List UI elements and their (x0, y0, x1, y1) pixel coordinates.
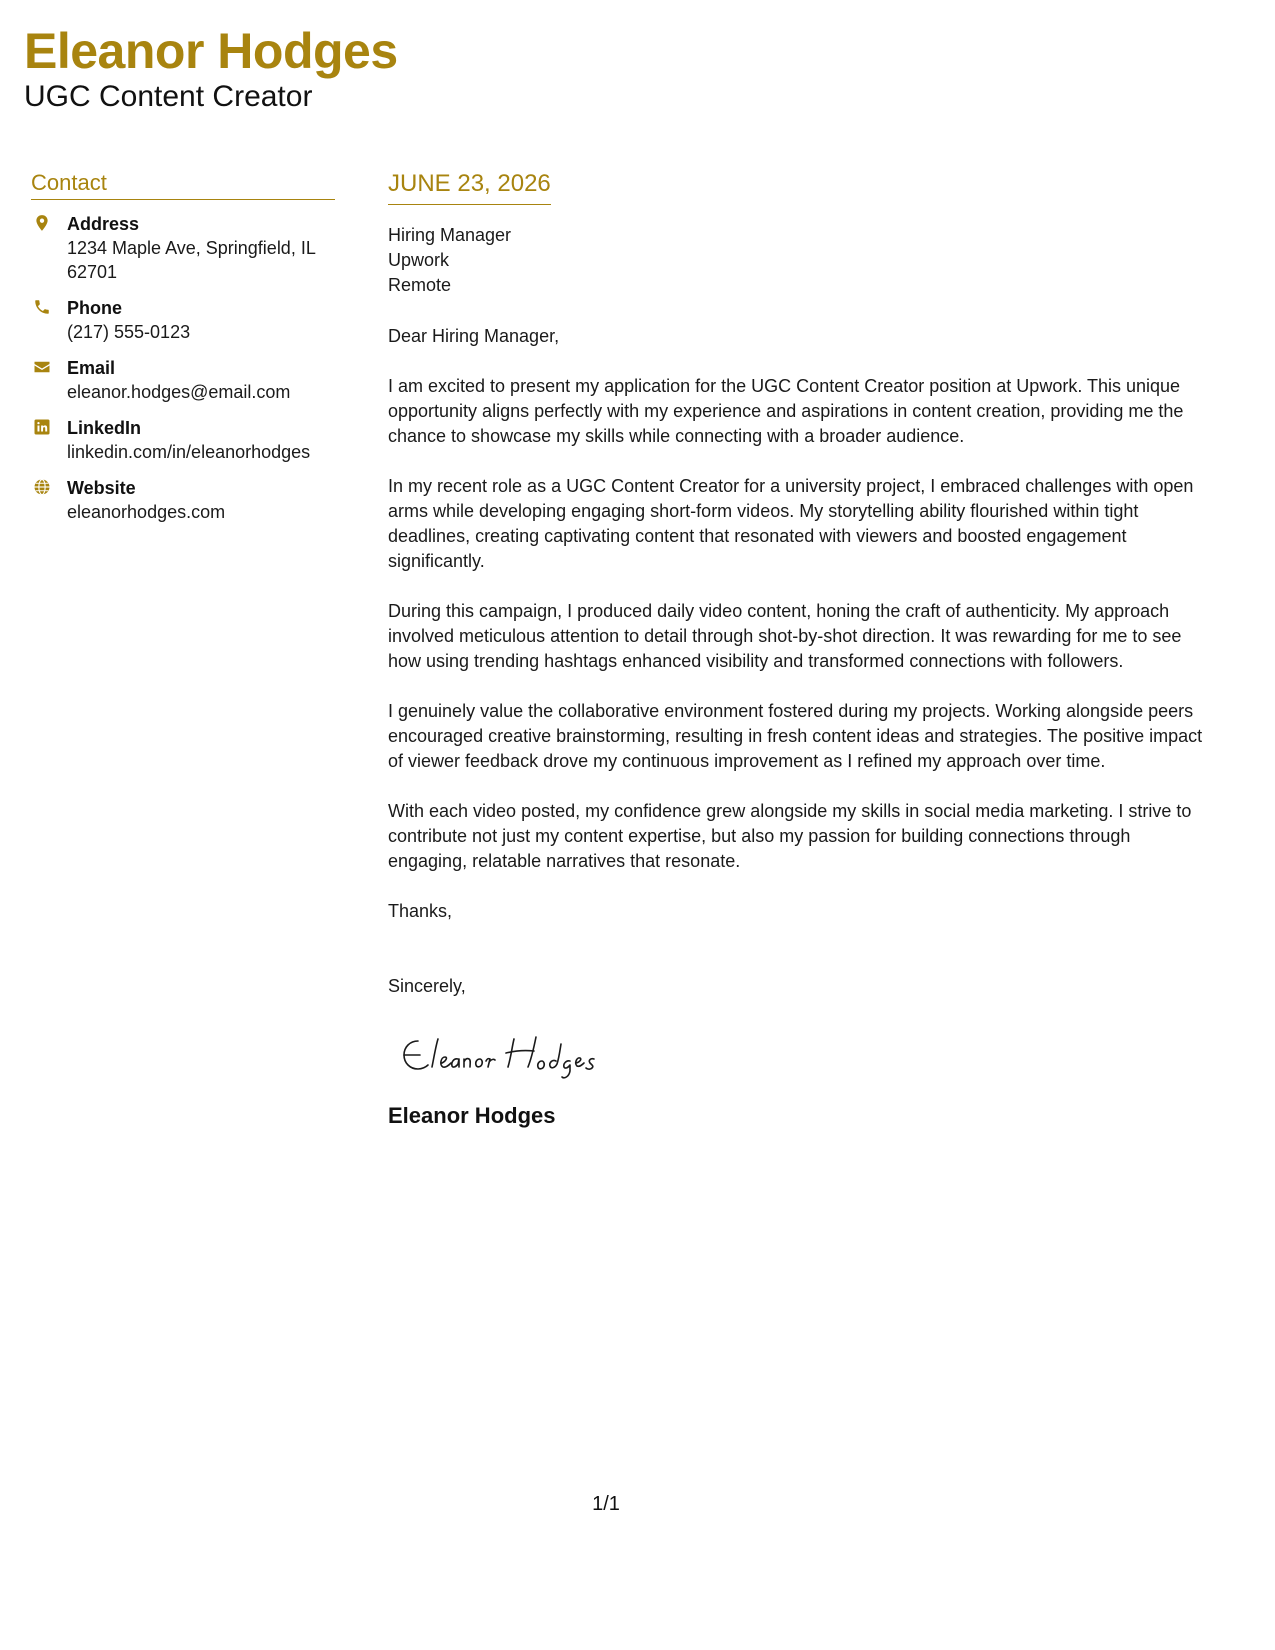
contact-value: eleanor.hodges@email.com (67, 382, 291, 402)
letter-date: JUNE 23, 2026 (388, 170, 551, 197)
signer-name: Eleanor Hodges (388, 1103, 556, 1128)
page-number: 1/1 (592, 1493, 620, 1515)
contact-label: Phone (67, 298, 123, 318)
contact-label: Email (67, 358, 116, 378)
phone-icon (33, 298, 51, 316)
envelope-icon (33, 358, 51, 376)
salutation: Dear Hiring Manager, (388, 326, 560, 346)
contact-value: linkedin.com/in/eleanorhodges (67, 442, 311, 462)
contact-value: 1234 Maple Ave, Springfield, IL 62701 (67, 238, 316, 282)
job-title: UGC Content Creator (24, 80, 313, 113)
date-block (388, 170, 551, 205)
body-paragraph: With each video posted, my confidence grew alongside my skills in social media marketing. I strive to contribute not just my content expertise, but also my passion for building connections through engaging, relatable narratives that resonate. (388, 801, 1192, 871)
recipient-block (388, 223, 1203, 298)
contact-label: Address (67, 214, 140, 234)
contact-address (31, 212, 335, 284)
body-paragraph: I am excited to present my application for the UGC Content Creator position at Upwork. This unique opportunity aligns perfectly with my experience and aspirations in content creation, providing me the chance to showcase my skills while connecting with a broader audience. (388, 376, 1184, 446)
globe-icon (33, 478, 51, 496)
contact-heading: Contact (31, 170, 335, 200)
body-paragraph: During this campaign, I produced daily video content, honing the craft of authenticity. My approach involved meticulous attention to detail through shot-by-shot direction. It was rewarding for me to see how using trending hashtags enhanced visibility and transformed connections with followers. (388, 601, 1182, 671)
contact-website (31, 476, 335, 524)
body-paragraph: In my recent role as a UGC Content Creator for a university project, I embraced challenges with open arms while developing engaging short-form videos. My storytelling ability flourished within tight deadlines, creating captivating content that resonated with viewers and boosted engagement significantly. (388, 476, 1194, 571)
thanks-line: Thanks, (388, 901, 453, 921)
contact-label: LinkedIn (67, 418, 142, 438)
contact-sidebar (31, 170, 335, 536)
applicant-name: Eleanor Hodges (24, 23, 398, 79)
contact-linkedin (31, 416, 335, 464)
cover-letter (388, 170, 1203, 1129)
closing-line: Sincerely, (388, 976, 466, 996)
signature-image (396, 1029, 636, 1081)
contact-email (31, 356, 335, 404)
contact-phone (31, 296, 335, 344)
recipient-line: Remote (388, 275, 452, 295)
linkedin-icon (33, 418, 51, 436)
body-paragraph: I genuinely value the collaborative environment fostered during my projects. Working alongside peers encouraged creative brainstorming, resulting in fresh content ideas and strategies. The positive impact of viewer feedback drove my continuous improvement as I refined my approach over time. (388, 701, 1203, 771)
contact-label: Website (67, 478, 136, 498)
contact-value: eleanorhodges.com (67, 502, 226, 522)
recipient-line: Upwork (388, 250, 450, 270)
map-pin-icon (33, 214, 51, 232)
recipient-line: Hiring Manager (388, 225, 512, 245)
contact-list (31, 212, 335, 524)
contact-value: (217) 555-0123 (67, 322, 191, 342)
